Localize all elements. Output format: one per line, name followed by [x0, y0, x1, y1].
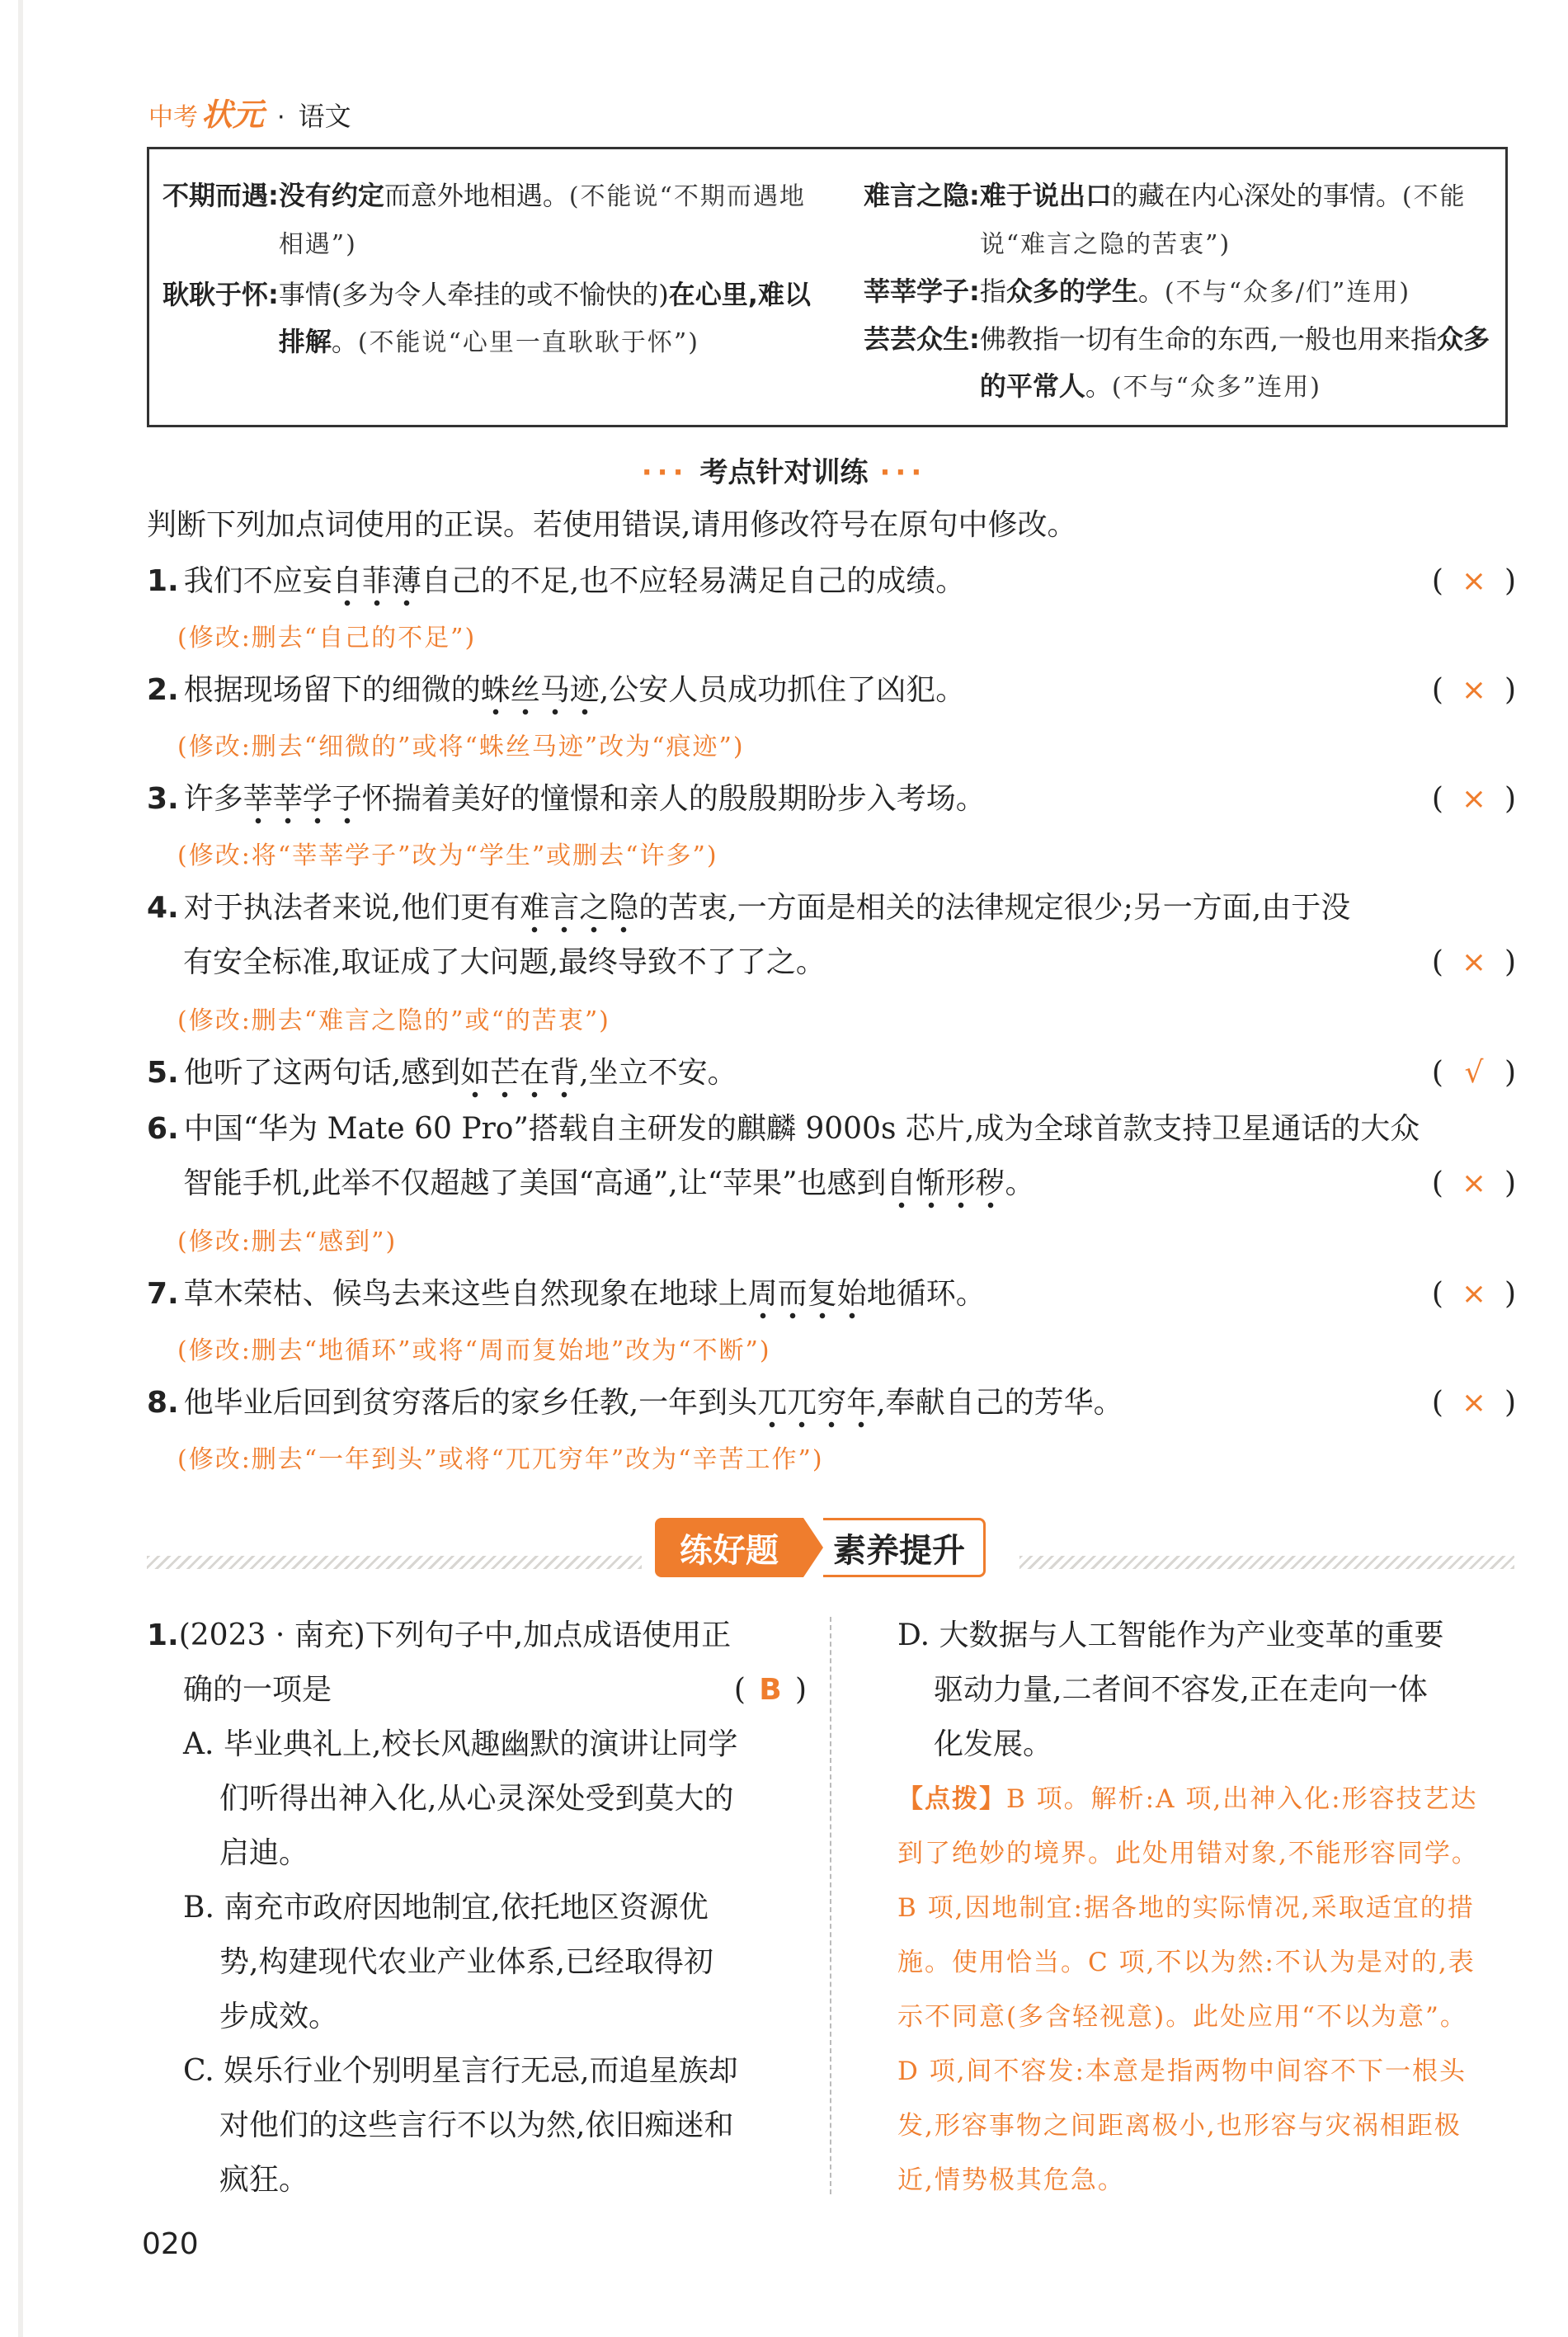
answer-mark: ( × ) [1431, 1386, 1516, 1420]
correction-note: (修改:将“莘莘学子”改为“学生”或删去“许多”) [177, 841, 718, 870]
idiom-entry [162, 271, 814, 366]
idiom-term: 芸芸众生: [864, 323, 980, 355]
banner-right-label: 素养提升 [823, 1518, 986, 1577]
question-4: 4. 对于执法者来说,他们更有难言之隐的苦衷,一方面是相关的法律规定很少;另一方面,由于没 有安全标准,取证成了大问题,最终导致不了了之。 ( × ) [147, 881, 1516, 990]
answer-mark: ( × ) [1431, 564, 1516, 598]
banner-left-label: 练好题 [655, 1518, 803, 1577]
option-c: C. 娱乐行业个别明星言行无忌,而追星族却 [183, 2054, 738, 2088]
correction-note: (修改:删去“地循环”或将“周而复始地”改为“不断”) [177, 1336, 771, 1365]
idiom-term: 难言之隐: [864, 180, 980, 211]
question-6: 6. 中国“华为 Mate 60 Pro”搭载自主研发的麒麟 9000s 芯片,成为全球首款支持卫星通话的大众 智能手机,此举不仅超越了美国“高通”,让“苹果”也感到自惭形秽。 ( × ) [147, 1102, 1516, 1211]
banner-rule-right [1019, 1556, 1514, 1569]
idiom-definition: 没有约定而意外地相遇。(不能说“不期而遇地相遇”) [278, 180, 806, 259]
question-5: 5. 他听了这两句话,感到如芒在背,坐立不安。 ( √ ) [147, 1046, 1516, 1100]
mc-question-right: D. 大数据与人工智能作为产业变革的重要 驱动力量,二者间不容发,正在走向一体 化发展。 【点拨】B 项。解析:A 项,出神入化:形容技艺达 到了绝妙的境界。此处用错对象,不能形容同学。 B 项,因地制宜:据各地的实际情况,采取适宜的措 施。使用恰当。C 项,不以为然:不认为是对的,表 示不同意(多含轻视意)。此处应用“不以为意”。 D 项,间不容发:本意是指两物中间容不下一根头 发,形容事物之间距离极小,也形容与灾祸相距极 近,情势极其危急。 [897, 1609, 1516, 2207]
idiom-definition: 事情(多为令人牵挂的或不愉快的)在心里,难以排解。(不能说“心里一直耿耿于怀”) [278, 279, 811, 357]
question-8: 8. 他毕业后回到贫穷落后的家乡任教,一年到头兀兀穷年,奉献自己的芳华。 ( × ) [147, 1376, 1516, 1430]
section-banner [655, 1518, 986, 1577]
mc-question-left: 1.(2023 · 南充)下列句子中,加点成语使用正 确的一项是 ( B ) A. 毕业典礼上,校长风趣幽默的演讲让同学 们听得出神入化,从心灵深处受到莫大的 启迪。 B. 南充市政府因地制宜,依托地区资源优 势,构建现代农业产业体系,已经取得初 步成效。 C. 娱乐行业个别明星言行无忌,而追星族却 对他们的这些言行不以为然,依旧痴迷和 疯狂。 [147, 1618, 807, 2197]
hint-block: 【点拨】B 项。解析:A 项,出神入化:形容技艺达 到了绝妙的境界。此处用错对象,不能形容同学。 B 项,因地制宜:据各地的实际情况,采取适宜的措 施。使用恰当。C 项,不以为然:不认为是对的,表 示不同意(多含轻视意)。此处应用“不以为意”。 D 项,间不容发:本意是指两物中间容不下一根头 发,形容事物之间距离极小,也形容与灾祸相距极 近,情势极其危急。 [897, 1784, 1479, 2195]
option-b: B. 南充市政府因地制宜,依托地区资源优 [183, 1891, 709, 1925]
idiom-term: 不期而遇: [162, 180, 279, 211]
idiom-definition: 佛教指一切有生命的东西,一般也用来指众多的平常人。(不与“众多”连用) [979, 323, 1490, 402]
answer-mark: ( × ) [1431, 945, 1516, 979]
answer-mark: ( √ ) [1431, 1056, 1516, 1090]
column-divider [830, 1617, 831, 2194]
idiom-entry [864, 316, 1507, 411]
brand-logo-b: 状元 [201, 97, 265, 133]
idiom-column-right [864, 172, 1507, 411]
section-title-training: ··· 考点针对训练 ··· [641, 456, 927, 489]
question-2: 2. 根据现场留下的细微的蛛丝马迹,公安人员成功抓住了凶犯。 ( × ) [147, 663, 1516, 718]
dotted-idiom: 蛛丝马迹 [481, 673, 600, 715]
banner-rule-left [147, 1556, 642, 1569]
dotted-idiom: 自惭形秽 [887, 1166, 1005, 1209]
page-header [148, 89, 351, 134]
page-edge [18, 0, 23, 2337]
question-7: 7. 草木荣枯、候鸟去来这些自然现象在地球上周而复始地循环。 ( × ) [147, 1267, 1516, 1322]
question-3: 3. 许多莘莘学子怀揣着美好的憧憬和亲人的殷殷期盼步入考场。 ( × ) [147, 772, 1516, 827]
correction-note: (修改:删去“自己的不足”) [177, 624, 477, 653]
correction-note: (修改:删去“感到”) [177, 1227, 398, 1256]
idiom-term: 莘莘学子: [864, 276, 980, 307]
idiom-entry [864, 268, 1507, 316]
header-separator: · [277, 103, 285, 132]
idiom-definition: 指众多的学生。(不与“众多/们”连用) [979, 276, 1411, 307]
page-number: 020 [142, 2227, 199, 2261]
correction-note: (修改:删去“难言之隐的”或“的苦衷”) [177, 1006, 610, 1035]
idiom-definition-box [147, 147, 1508, 427]
answer-mark: ( × ) [1431, 1277, 1516, 1311]
dotted-idiom: 兀兀穷年 [757, 1386, 876, 1428]
banner-arrow [803, 1518, 823, 1577]
option-d: D. 大数据与人工智能作为产业变革的重要 [897, 1618, 1444, 1652]
instruction-text: 判断下列加点词使用的正误。若使用错误,请用修改符号在原句中修改。 [147, 508, 1077, 542]
idiom-entry [162, 172, 814, 268]
correction-note: (修改:删去“细微的”或将“蛛丝马迹”改为“痕迹”) [177, 733, 745, 761]
dotted-idiom: 自菲薄 [332, 564, 421, 606]
answer-mark: ( × ) [1431, 1166, 1516, 1200]
dotted-idiom: 如芒在背 [460, 1056, 579, 1098]
dotted-idiom: 难言之隐 [520, 891, 638, 933]
idiom-term: 耿耿于怀: [162, 279, 279, 310]
answer-mark: ( × ) [1431, 782, 1516, 816]
brand-logo-a: 中考 [148, 103, 198, 132]
dotted-idiom: 莘莘学子 [243, 782, 362, 824]
question-1: 1. 我们不应妄自菲薄自己的不足,也不应轻易满足自己的成绩。 ( × ) [147, 554, 1516, 609]
dotted-idiom: 周而复始 [748, 1277, 867, 1319]
idiom-column-left [162, 172, 814, 366]
mc-answer: ( B ) [733, 1673, 807, 1707]
option-a: A. 毕业典礼上,校长风趣幽默的演讲让同学 [183, 1727, 738, 1761]
answer-mark: ( × ) [1431, 673, 1516, 707]
subject-title: 语文 [298, 101, 351, 132]
idiom-entry [864, 172, 1507, 268]
idiom-definition: 难于说出口的藏在内心深处的事情。(不能说“难言之隐的苦衷”) [979, 180, 1467, 259]
correction-note: (修改:删去“一年到头”或将“兀兀穷年”改为“辛苦工作”) [177, 1445, 824, 1474]
